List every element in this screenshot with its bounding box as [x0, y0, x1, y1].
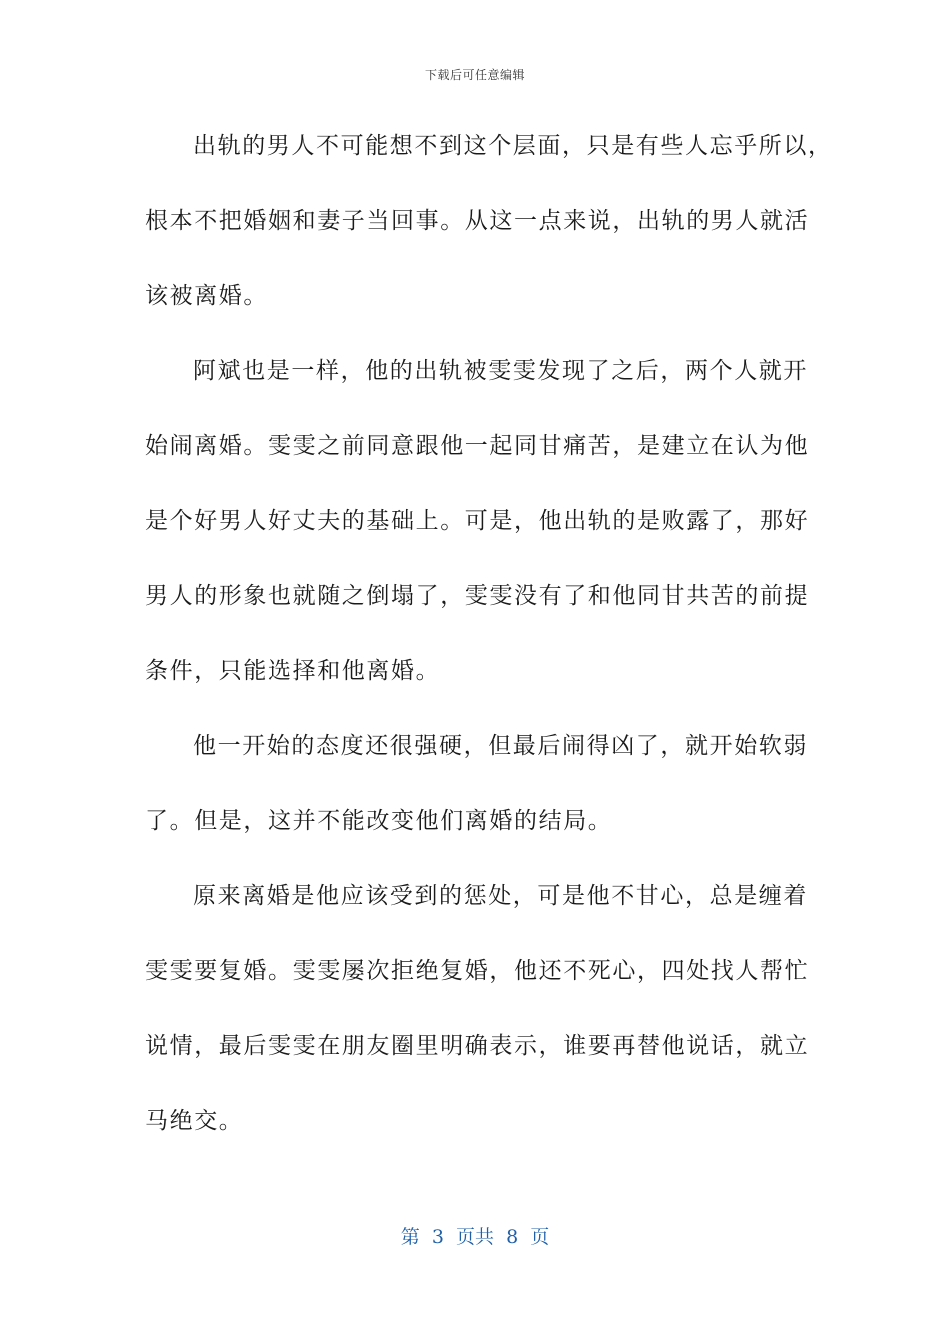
text-line: 始闹离婚。雯雯之前同意跟他一起同甘痛苦，是建立在认为他	[145, 433, 810, 459]
text-line: 雯雯要复婚。雯雯屡次拒绝复婚，他还不死心，四处找人帮忙	[145, 958, 810, 984]
text-line: 他一开始的态度还很强硬，但最后闹得凶了，就开始软弱	[193, 733, 808, 759]
text-line: 原来离婚是他应该受到的惩处，可是他不甘心，总是缠着	[193, 883, 808, 909]
text-line: 男人的形象也就随之倒塌了，雯雯没有了和他同甘共苦的前提	[145, 583, 810, 609]
text-line: 出轨的男人不可能想不到这个层面，只是有些人忘乎所以，	[193, 133, 833, 159]
text-line: 了。但是，这并不能改变他们离婚的结局。	[145, 808, 613, 834]
document-body	[145, 122, 833, 1172]
text-line: 根本不把婚姻和妻子当回事。从这一点来说，出轨的男人就活	[145, 208, 810, 234]
text-line: 马绝交。	[145, 1108, 244, 1134]
text-line: 说情，最后雯雯在朋友圈里明确表示，谁要再替他说话，就立	[145, 1033, 810, 1059]
text-line: 条件，只能选择和他离婚。	[145, 658, 441, 684]
text-line: 该被离婚。	[145, 283, 268, 309]
page-header: 下载后可任意编辑	[424, 68, 525, 82]
text-line: 阿斌也是一样，他的出轨被雯雯发现了之后，两个人就开	[193, 358, 808, 384]
page-number-footer: 第 3 页共 8 页	[400, 1226, 550, 1248]
text-line: 是个好男人好丈夫的基础上。可是，他出轨的是败露了，那好	[145, 508, 810, 534]
